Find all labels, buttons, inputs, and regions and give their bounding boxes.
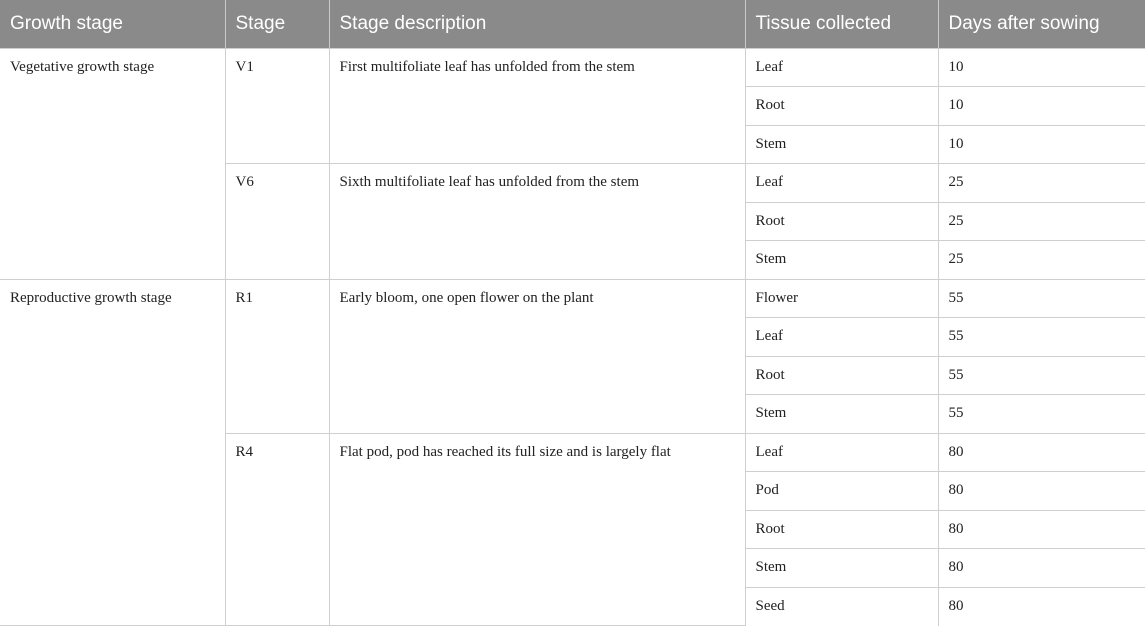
tissue-cell: Leaf bbox=[745, 48, 938, 87]
tissue-cell: Stem bbox=[745, 395, 938, 434]
days-cell: 80 bbox=[938, 472, 1145, 511]
tissue-cell: Leaf bbox=[745, 433, 938, 472]
days-cell: 10 bbox=[938, 87, 1145, 126]
days-cell: 55 bbox=[938, 356, 1145, 395]
header-row bbox=[0, 0, 1145, 48]
days-cell: 80 bbox=[938, 433, 1145, 472]
tissue-cell: Root bbox=[745, 510, 938, 549]
days-cell: 55 bbox=[938, 318, 1145, 357]
days-cell: 80 bbox=[938, 510, 1145, 549]
tissue-cell: Stem bbox=[745, 125, 938, 164]
days-cell: 80 bbox=[938, 549, 1145, 588]
tissue-cell: Pod bbox=[745, 472, 938, 511]
tissue-cell: Leaf bbox=[745, 318, 938, 357]
stage-cell: R4 bbox=[225, 433, 329, 626]
table-header bbox=[0, 0, 1145, 48]
days-cell: 55 bbox=[938, 279, 1145, 318]
days-cell: 10 bbox=[938, 125, 1145, 164]
stage-cell: V6 bbox=[225, 164, 329, 280]
tissue-cell: Flower bbox=[745, 279, 938, 318]
header-stage: Stage bbox=[225, 0, 329, 48]
days-cell: 10 bbox=[938, 48, 1145, 87]
stage-description-cell: Sixth multifoliate leaf has unfolded from the stem bbox=[329, 164, 745, 280]
tissue-cell: Seed bbox=[745, 587, 938, 626]
tissue-cell: Leaf bbox=[745, 164, 938, 203]
days-cell: 55 bbox=[938, 395, 1145, 434]
table-row bbox=[0, 48, 1145, 87]
header-tissue-collected: Tissue collected bbox=[745, 0, 938, 48]
table-body bbox=[0, 48, 1145, 626]
header-stage-description: Stage description bbox=[329, 0, 745, 48]
growth-stage-cell: Reproductive growth stage bbox=[0, 279, 225, 626]
stage-cell: R1 bbox=[225, 279, 329, 433]
tissue-cell: Root bbox=[745, 356, 938, 395]
stage-description-cell: Early bloom, one open flower on the plant bbox=[329, 279, 745, 433]
stage-cell: V1 bbox=[225, 48, 329, 164]
stage-description-cell: First multifoliate leaf has unfolded from the stem bbox=[329, 48, 745, 164]
tissue-cell: Root bbox=[745, 87, 938, 126]
stage-description-cell: Flat pod, pod has reached its full size and is largely flat bbox=[329, 433, 745, 626]
header-growth-stage: Growth stage bbox=[0, 0, 225, 48]
days-cell: 25 bbox=[938, 164, 1145, 203]
header-days-after-sowing: Days after sowing bbox=[938, 0, 1145, 48]
days-cell: 25 bbox=[938, 241, 1145, 280]
tissue-cell: Stem bbox=[745, 549, 938, 588]
tissue-cell: Stem bbox=[745, 241, 938, 280]
days-cell: 80 bbox=[938, 587, 1145, 626]
table-row bbox=[0, 279, 1145, 318]
tissue-cell: Root bbox=[745, 202, 938, 241]
growth-stage-cell: Vegetative growth stage bbox=[0, 48, 225, 279]
days-cell: 25 bbox=[938, 202, 1145, 241]
